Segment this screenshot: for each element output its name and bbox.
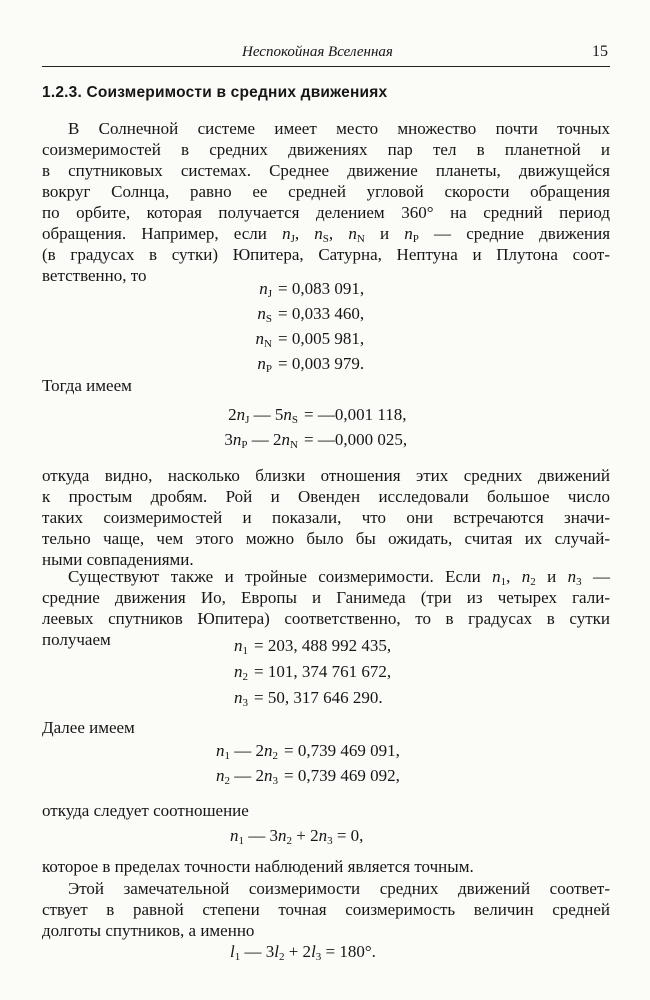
equation-lhs: $2n_J$ — $5n_S$	[228, 405, 298, 426]
equation-lhs: $n_P$	[257, 354, 272, 375]
text-line: к простым дробям. Рой и Овенден исследовали большое число	[42, 487, 610, 506]
planet-combination-row	[188, 405, 406, 425]
equation-lhs: $n_2$ — $2n_3$	[216, 766, 278, 787]
equation-value: = 101, 374 761 672,	[254, 662, 392, 681]
text-line: В Солнечной системе имеет место множество почти точных	[68, 119, 610, 138]
equation-lhs: $n_3$	[234, 688, 248, 709]
relation-equation: $n_1$ — $3n_2 + 2n_3 = 0$,	[230, 826, 364, 847]
text-line: ветственно, то	[42, 266, 147, 285]
equation-lhs: $n_J$	[259, 279, 272, 300]
text-line: откуда видно, насколько близки отношения этих средних движений	[42, 466, 610, 485]
equation-lhs: $3n_P$ — $2n_N$	[224, 430, 298, 451]
then-we-have-label-2: Далее имеем	[42, 718, 135, 737]
planet-motion-row	[242, 329, 364, 349]
moon-motion-row	[218, 636, 391, 656]
paragraph-intro	[42, 118, 610, 286]
equation-value: = —0,000 025,	[304, 430, 408, 449]
relation-intro: откуда следует соотношение	[42, 801, 249, 820]
text-line: леевых спутников Юпитера) соответственно, то в градусах в сутки	[42, 609, 610, 628]
page-number: 15	[592, 43, 608, 60]
text-line: ствует в равной степени точная соизмеримость величин средней	[42, 900, 610, 919]
book-page	[42, 0, 610, 1000]
planet-motion-row	[242, 304, 364, 324]
planet-motion-row	[242, 354, 364, 374]
text-line: соизмеримостей в средних движениях пар тел в планетной и	[42, 140, 610, 159]
text-line: вокруг Солнца, равно ее средней угловой скорости обращения	[42, 182, 610, 201]
equation-value: = 0,739 469 092,	[284, 766, 400, 785]
planet-combination-row	[188, 430, 407, 450]
moon-combination-row	[198, 741, 400, 761]
equation-value: = 0,005 981,	[278, 329, 365, 348]
equation-value: = —0,001 118,	[304, 405, 407, 424]
equation-lhs: $n_N$	[255, 329, 272, 350]
text-line: Существуют также и тройные соизмеримости. Если $n_1$, $n_2$ и $n_3$ —	[68, 567, 610, 588]
equation-value: = 0,003 979.	[278, 354, 365, 373]
moon-motion-row	[218, 688, 383, 708]
equation-value: = 50, 317 646 290.	[254, 688, 383, 707]
paragraph-exact: которое в пределах точности наблюдений является точным.	[42, 857, 474, 876]
running-title: Неспокойная Вселенная	[242, 44, 393, 60]
text-line: обращения. Например, если $n_J$, $n_S$, $n_N$ и $n_P$ — средние движения	[42, 224, 611, 245]
equation-value: = 0,033 460,	[278, 304, 365, 323]
equation-value: = 0,083 091,	[278, 279, 365, 298]
page-header	[42, 40, 610, 67]
moon-combination-row	[198, 766, 400, 786]
text-line: по орбите, которая получается делением 360° на средний период	[42, 203, 610, 222]
equation-lhs: $n_S$	[257, 304, 272, 325]
section-heading: 1.2.3. Соизмеримости в средних движениях	[42, 84, 388, 101]
equation-lhs: $n_1$ — $2n_2$	[216, 741, 278, 762]
text-line: тельно чаще, чем этого можно было бы ожидать, считая их случай-	[42, 529, 610, 548]
moon-motion-row	[218, 662, 391, 682]
paragraph-longitude	[42, 878, 610, 941]
equation-value: = 0,739 469 091,	[284, 741, 400, 760]
paragraph-commensurability	[42, 465, 610, 570]
planet-motion-row	[242, 279, 364, 299]
equation-lhs: $n_1$	[234, 636, 248, 657]
text-line: Этой замечательной соизмеримости средних движений соответ-	[68, 879, 610, 898]
text-line: таких соизмеримостей и показали, что они встречаются значи-	[42, 508, 610, 527]
equation-value: = 203, 488 992 435,	[254, 636, 392, 655]
text-line: средние движения Ио, Европы и Ганимеда (три из четырех гали-	[42, 588, 610, 607]
then-we-have-label-1: Тогда имеем	[42, 376, 132, 395]
longitude-equation: $l_1$ — $3l_2 + 2l_3 = 180^\circ$.	[230, 942, 376, 963]
text-line: (в градусах в сутки) Юпитера, Сатурна, Нептуна и Плутона соот-	[42, 245, 610, 264]
text-line: ными совпадениями.	[42, 550, 194, 569]
text-line: в спутниковых системах. Среднее движение планеты, движущейся	[42, 161, 610, 180]
text-line: получаем	[42, 630, 111, 649]
text-line: долготы спутников, а именно	[42, 921, 255, 940]
equation-lhs: $n_2$	[234, 662, 248, 683]
